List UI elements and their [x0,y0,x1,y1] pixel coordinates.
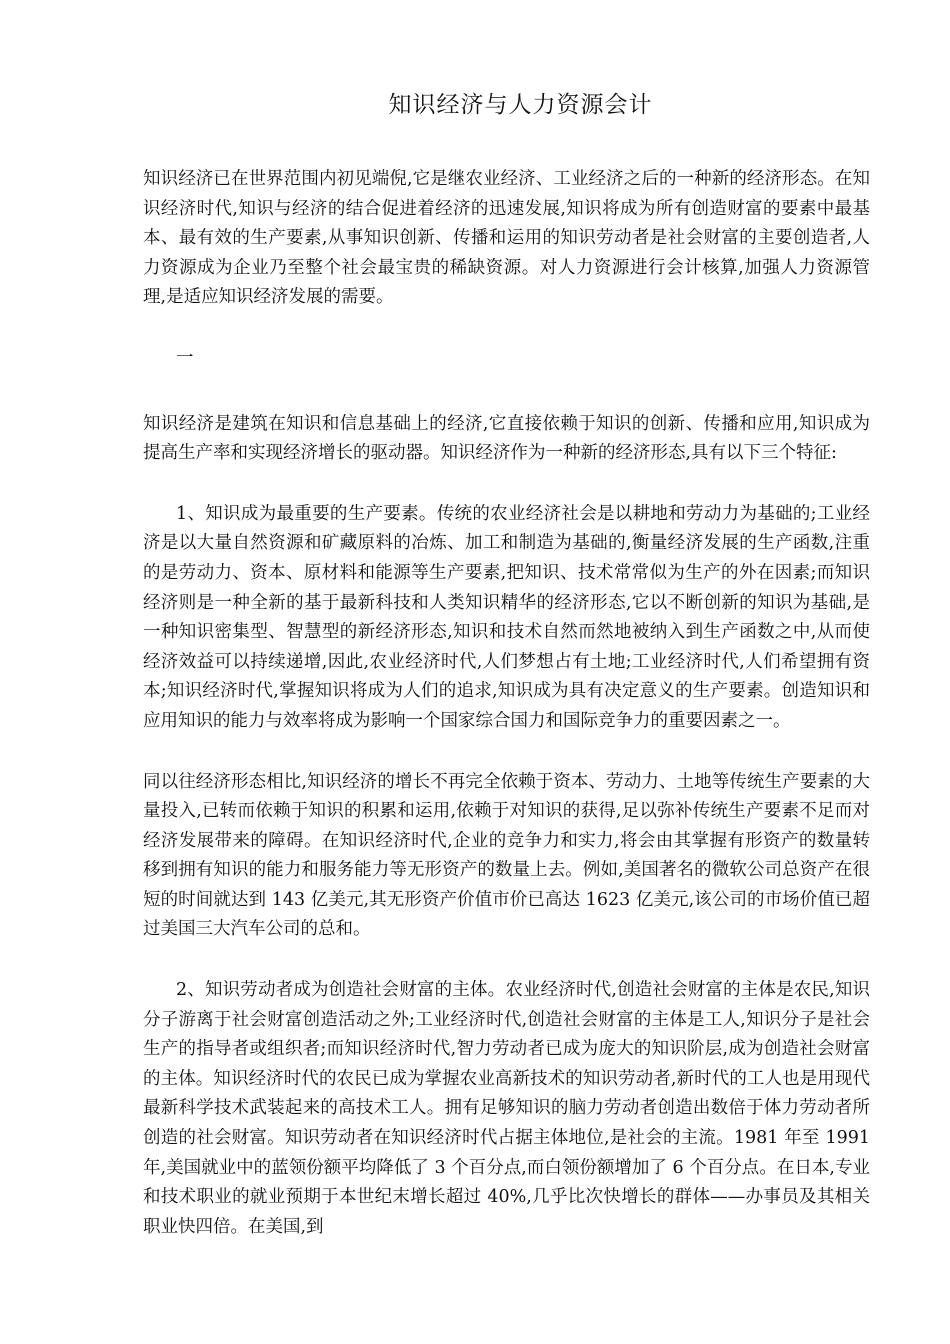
paragraph-definition: 知识经济是建筑在知识和信息基础上的经济,它直接依赖于知识的创新、传播和应用,知识成为提高生产率和实现经济增长的驱动器。知识经济作为一种新的经济形态,具有以下三个特征: [143,413,870,464]
paragraph-feature-1: 1、知识成为最重要的生产要素。传统的农业经济社会是以耕地和劳动力为基础的;工业经济是以大量自然资源和矿藏原料的冶炼、加工和制造为基础的,衡量经济发展的生产函数,注重的是劳动力、资本、原材料和能源等生产要素,把知识、技术常常似为生产的外在因素;而知识经济则是一种全新的基于最新科技和人类知识精华的经济形态,它以不断创新的知识为基础,是一种知识密集型、智慧型的新经济形态,知识和技术自然而然地被纳入到生产函数之中,从而使经济效益可以持续递增,因此,农业经济时代,人们梦想占有土地;工业经济时代,人们希望拥有资本;知识经济时代,掌握知识将成为人们的追求,知识成为具有决定意义的生产要素。创造知识和应用知识的能力与效率将成为影响一个国家综合国力和国际竞争力的重要因素之一。 [143,503,870,731]
section-number: 一 [176,347,194,368]
paragraph-comparison: 同以往经济形态相比,知识经济的增长不再完全依赖于资本、劳动力、土地等传统生产要素的大量投入,已转而依赖于知识的积累和运用,依赖于对知识的获得,足以弥补传统生产要素不足而对经济发展带来的障碍。在知识经济时代,企业的竞争力和实力,将会由其掌握有形资产的数量转移到拥有知识的能力和服务能力等无形资产的数量上去。例如,美国著名的微软公司总资产在很短的时间就达到 143 亿美元,其无形资产价值市价已高达 1623 亿美元,该公司的市场价值已超过美国三大汽车公司的总和。 [143,771,870,940]
document-title: 知识经济与人力资源会计 [388,92,653,118]
paragraph-feature-2: 2、知识劳动者成为创造社会财富的主体。农业经济时代,创造社会财富的主体是农民,知识分子游离于社会财富创造活动之外;工业经济时代,创造社会财富的主体是工人,知识分子是社会生产的指导者或组织者;而知识经济时代,智力劳动者已成为庞大的知识阶层,成为创造社会财富的主体。知识经济时代的农民已成为掌握农业高新技术的知识劳动者,新时代的工人也是用现代最新科学技术武装起来的高技术工人。拥有足够知识的脑力劳动者创造出数倍于体力劳动者所创造的社会财富。知识劳动者在知识经济时代占据主体地位,是社会的主流。1981 年至 1991 年,美国就业中的蓝领份额平均降低了 3 个百分点,而白领份额增加了 6 个百分点。在日本,专业和技术职业的就业预期于本世纪末增长超过 40%,几乎比次快增长的群体——办事员及其相关职业快四倍。在美国,到 [143,980,870,1237]
paragraph-intro: 知识经济已在世界范围内初见端倪,它是继农业经济、工业经济之后的一种新的经济形态。在知识经济时代,知识与经济的结合促进着经济的迅速发展,知识将成为所有创造财富的要素中最基本、最有效的生产要素,从事知识创新、传播和运用的知识劳动者是社会财富的主要创造者,人力资源成为企业乃至整个社会最宝贵的稀缺资源。对人力资源进行会计核算,加强人力资源管理,是适应知识经济发展的需要。 [143,169,870,308]
